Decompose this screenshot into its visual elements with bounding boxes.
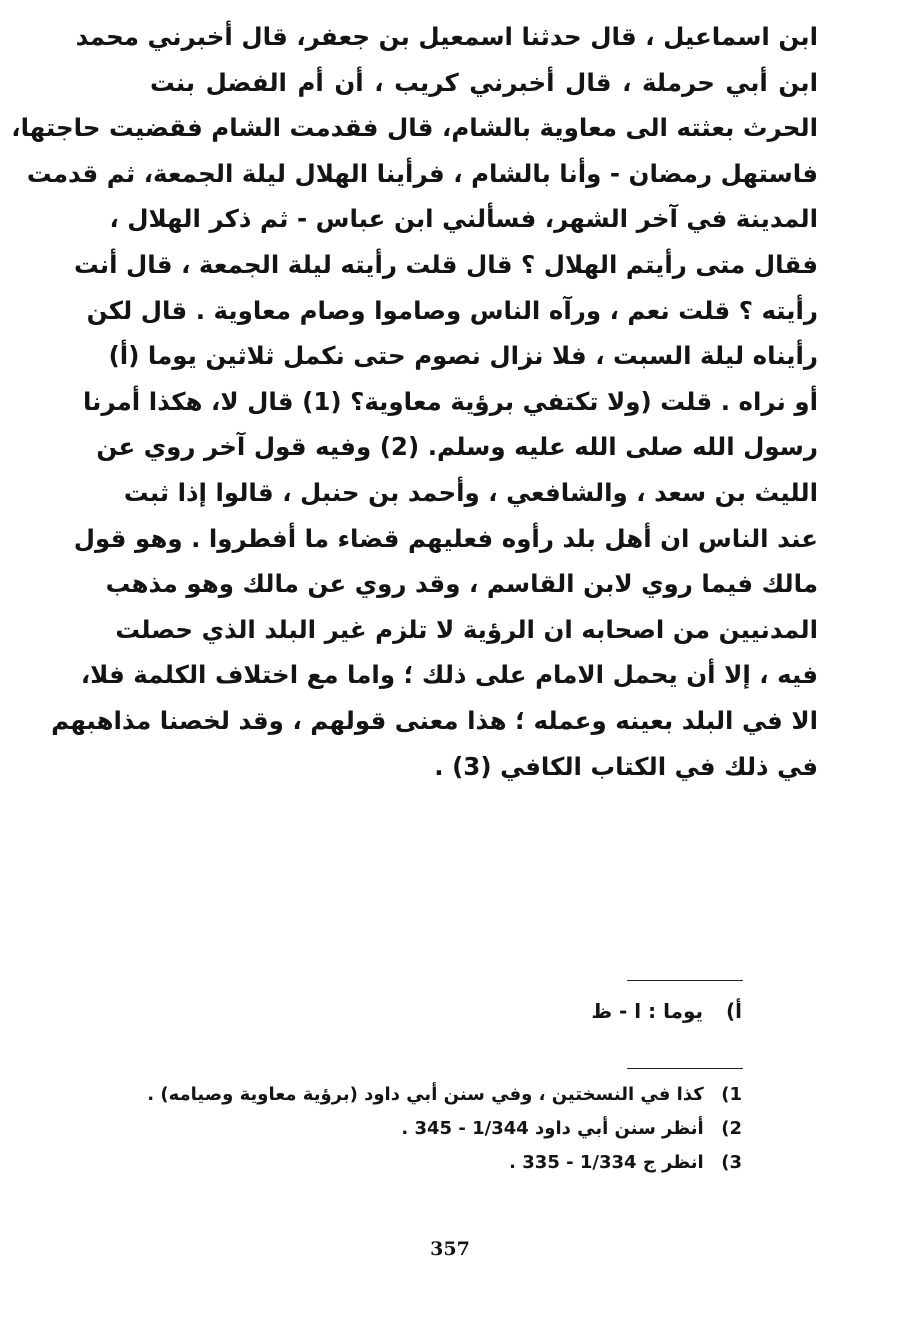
- text-line: رأيناه ليلة السبت ، فلا نزال نصوم حتى نكمل ثلاثين يوما (أ): [108, 341, 818, 371]
- text-line: الحرث بعثته الى معاوية بالشام، قال فقدمت الشام فقضيت حاجتها،: [11, 113, 818, 143]
- text-line: عند الناس ان أهل بلد رأوه فعليهم قضاء ما أفطروا . وهو قول: [73, 523, 818, 553]
- text-line: المدنيين من اصحابه ان الرؤية لا تلزم غير البلد الذي حصلت: [115, 614, 818, 644]
- text-line: في ذلك في الكتاب الكافي (3) .: [434, 751, 818, 781]
- footnote-divider: [627, 1068, 743, 1069]
- text-line: فيه ، إلا أن يحمل الامام على ذلك ؛ واما مع اختلاف الكلمة فلا،: [80, 660, 818, 690]
- footnote: [110, 1078, 742, 1112]
- editor-note-marker: أ): [726, 999, 742, 1023]
- footnote: [110, 1146, 742, 1180]
- text-line: رسول الله صلى الله عليه وسلم. (2) وفيه قول آخر روي عن: [96, 432, 818, 462]
- footnotes: [110, 1078, 742, 1180]
- text-line: ابن أبي حرملة ، قال أخبرني كريب ، أن أم الفضل بنت: [150, 67, 818, 97]
- footnote-text: انظر ج 1/334 - 335 .: [509, 1152, 704, 1173]
- editor-note-line: [110, 994, 742, 1028]
- text-line: الليث بن سعد ، والشافعي ، وأحمد بن حنبل ، قالوا إذا ثبت: [123, 477, 818, 507]
- footnote-marker: 3): [721, 1152, 742, 1173]
- text-line: رأيته ؟ قلت نعم ، ورآه الناس وصاموا وصام معاوية . قال لكن: [86, 295, 818, 325]
- footnote-text: كذا في النسختين ، وفي سنن أبي داود (برؤية معاوية وصيامه) .: [147, 1084, 704, 1105]
- text-line: الا في البلد بعينه وعمله ؛ هذا معنى قولهم ، وقد لخصنا مذاهبهم: [51, 705, 818, 735]
- text-line: أو نراه . قلت (ولا تكتفي برؤية معاوية؟ (1) قال لا، هكذا أمرنا: [82, 386, 818, 416]
- footnote-text: أنظر سنن أبي داود 1/344 - 345 .: [401, 1118, 704, 1139]
- footnote: [110, 1112, 742, 1146]
- text-line: فاستهل رمضان - وأنا بالشام ، فرأينا الهلال ليلة الجمعة، ثم قدمت: [26, 158, 818, 188]
- text-line: مالك فيما روي لابن القاسم ، وقد روي عن مالك وهو مذهب: [105, 569, 818, 599]
- main-text: [11, 14, 818, 789]
- footnote-divider: [627, 980, 743, 981]
- text-line: فقال متى رأيتم الهلال ؟ قال قلت رأيته ليلة الجمعة ، قال أنت: [73, 249, 818, 279]
- page-number: 357: [430, 1238, 470, 1260]
- text-line: ابن اسماعيل ، قال حدثنا اسمعيل بن جعفر، قال أخبرني محمد: [75, 22, 818, 51]
- footnote-marker: 2): [721, 1118, 742, 1139]
- editor-note-text: يوما : ا - ظ: [591, 999, 704, 1023]
- editor-note: [110, 994, 742, 1028]
- footnote-marker: 1): [721, 1084, 742, 1105]
- text-line: المدينة في آخر الشهر، فسألني ابن عباس - ثم ذكر الهلال ،: [109, 204, 818, 234]
